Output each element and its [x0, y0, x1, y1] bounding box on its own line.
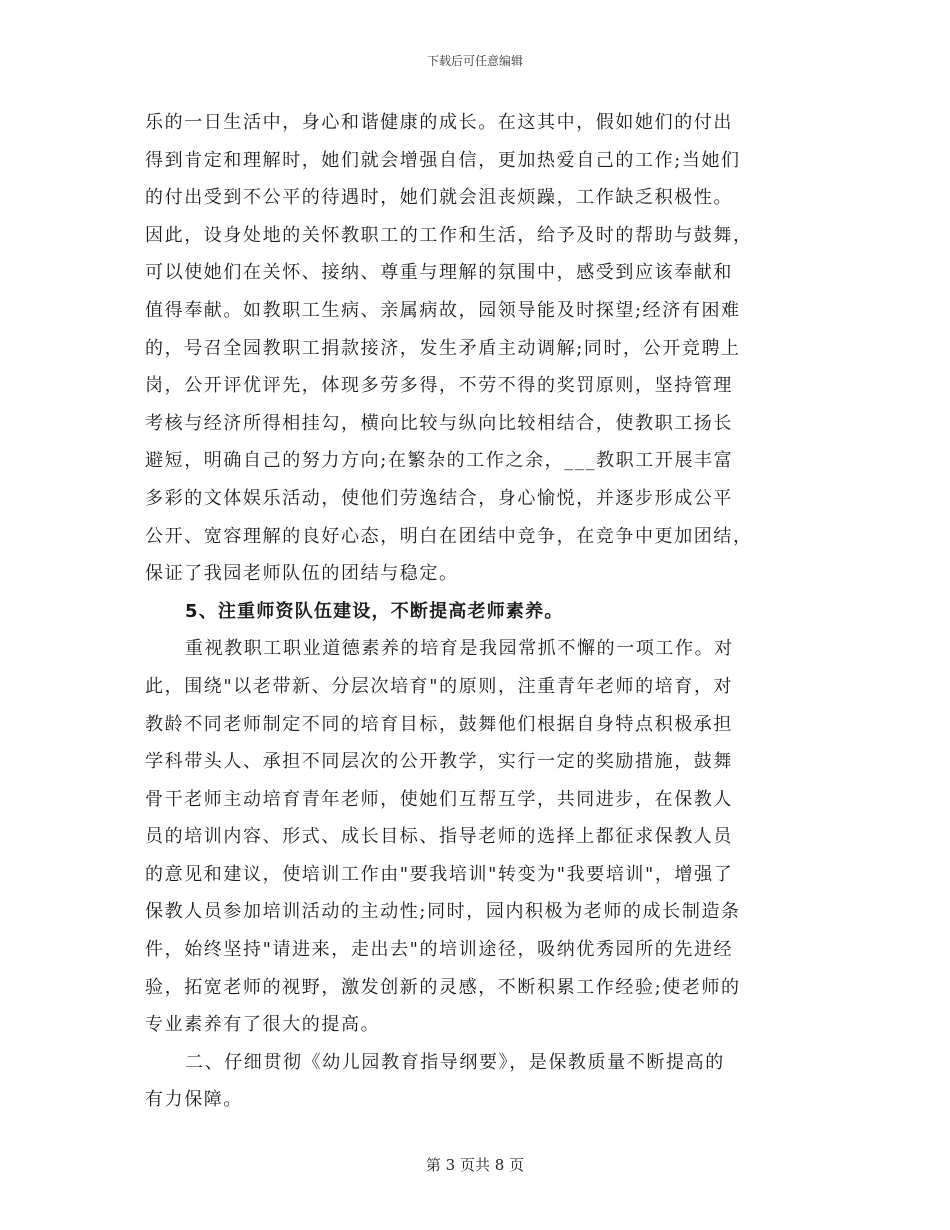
text-line: 二、仔细贯彻《幼儿园教育指导纲要》，是保教质量不断提高的	[185, 1051, 725, 1073]
text-line: 保教人员参加培训活动的主动性;同时，园内积极为老师的成长制造条	[145, 901, 741, 923]
text-line: 此，围绕"以老带新、分层次培育"的原则，注重青年老师的培育，对	[145, 675, 734, 697]
text-line: 的意见和建议，使培训工作由"要我培训"转变为"我要培训"，增强了	[145, 863, 734, 885]
section-heading: 5、注重师资队伍建设，不断提高老师素养。	[185, 600, 564, 622]
text-line: 可以使她们在关怀、接纳、尊重与理解的氛围中，感受到应该奉献和	[145, 262, 733, 284]
text-line: 考核与经济所得相挂勾，横向比较与纵向比较相结合，使教职工扬长	[145, 412, 733, 434]
text-line: 验，拓宽老师的视野，激发创新的灵感，不断积累工作经验;使老师的	[145, 976, 741, 998]
text-line: 值得奉献。如教职工生病、亲属病故，园领导能及时探望;经济有困难	[145, 299, 741, 321]
text-line: 公开、宽容理解的良好心态，明白在团结中竞争，在竞争中更加团结，	[145, 525, 753, 547]
document-body	[145, 104, 805, 1119]
text-line: 岗，公开评优评先，体现多劳多得，不劳不得的奖罚原则，坚持管理	[145, 375, 733, 397]
page-footer: 第 3 页共 8 页	[425, 1156, 525, 1174]
text-line: 学科带头人、承担不同层次的公开教学，实行一定的奖励措施，鼓舞	[145, 751, 733, 773]
text-line: 员的培训内容、形式、成长目标、指导老师的选择上都征求保教人员	[145, 826, 733, 848]
text-line: 重视教职工职业道德素养的培育是我园常抓不懈的一项工作。对	[185, 638, 734, 660]
text-line: 多彩的文体娱乐活动，使他们劳逸结合，身心愉悦，并逐步形成公平	[145, 487, 733, 509]
text-line: 有力保障。	[145, 1089, 243, 1111]
paragraph-teacher-training	[145, 630, 805, 1044]
text-line: 得到肯定和理解时，她们就会增强自信，更加热爱自己的工作;当她们	[145, 149, 741, 171]
text-line: 的，号召全园教职工捐款接济，发生矛盾主动调解;同时，公开竞聘上	[145, 337, 741, 359]
text-line: 教龄不同老师制定不同的培育目标，鼓舞他们根据自身特点积极承担	[145, 713, 733, 735]
text-line: 乐的一日生活中，身心和谐健康的成长。在这其中，假如她们的付出	[145, 112, 733, 133]
text-line: 保证了我园老师队伍的团结与稳定。	[145, 563, 459, 585]
text-line: 的付出受到不公平的待遇时，她们就会沮丧烦躁，工作缺乏积极性。	[145, 187, 733, 209]
paragraph-section-two	[145, 1044, 805, 1119]
paragraph-staff-care	[145, 104, 805, 593]
text-line: 件，始终坚持"请进来，走出去"的培训途径，吸纳优秀园所的先进经	[145, 939, 734, 961]
text-line: 避短，明确自己的努力方向;在繁杂的工作之余，___教职工开展丰富	[145, 450, 734, 472]
page-header: 下载后可任意编辑	[426, 54, 523, 68]
text-line: 骨干老师主动培育青年老师，使她们互帮互学，共同进步，在保教人	[145, 788, 733, 810]
text-line: 专业素养有了很大的提高。	[145, 1014, 381, 1036]
text-line: 因此，设身处地的关怀教职工的工作和生活，给予及时的帮助与鼓舞，	[145, 224, 753, 246]
